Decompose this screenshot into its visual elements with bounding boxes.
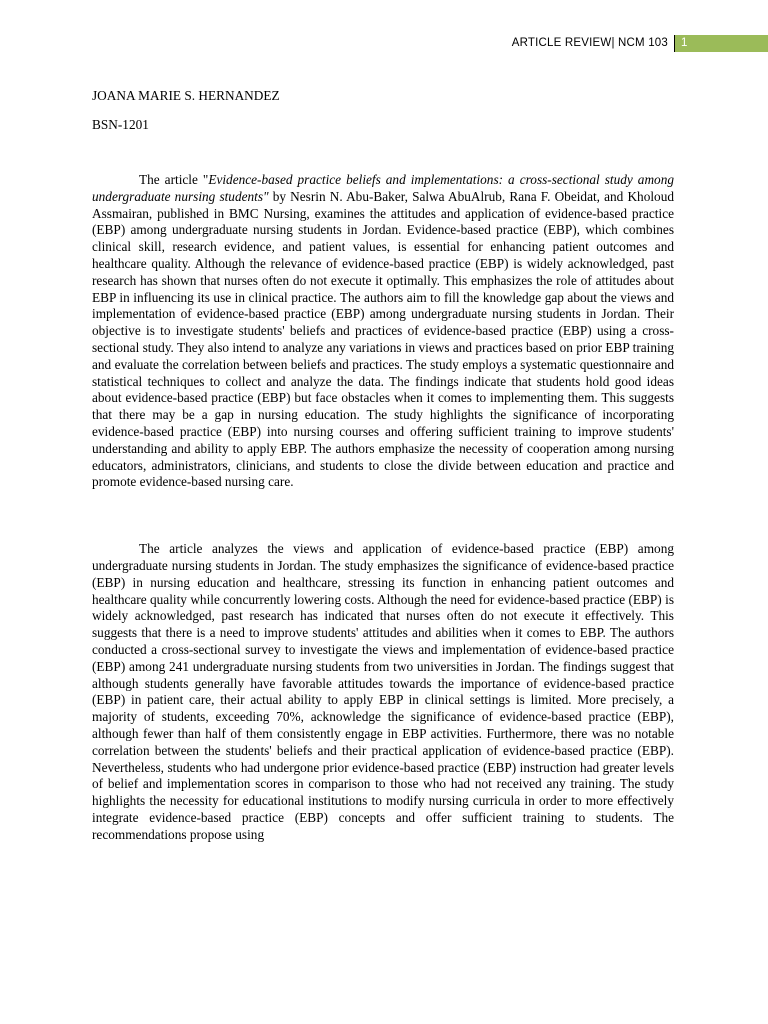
author-section: BSN-1201 bbox=[92, 117, 149, 132]
header-title: ARTICLE REVIEW| NCM 103 bbox=[512, 35, 675, 52]
page-header bbox=[512, 35, 768, 52]
paragraph-1-lead: The article " bbox=[139, 172, 209, 187]
author-name: JOANA MARIE S. HERNANDEZ bbox=[92, 88, 280, 103]
document-body bbox=[92, 86, 674, 843]
paragraph-2 bbox=[92, 541, 674, 843]
paragraph-1-body: by Nesrin N. Abu-Baker, Salwa AbuAlrub, Rana F. Obeidat, and Kholoud Assmairan, published in BMC Nursing, examines the attitudes and application of evidence-based practice (EBP) among undergraduate nursing students in Jordan. Evidence-based practice (EBP), which combines clinical skill, research evidence, and patient values, is essential for enhancing patient outcomes and healthcare quality. Although the relevance of evidence-based practice (EBP) is widely acknowledged, past research has shown that nurses often do not execute it optimally. This emphasizes the role of attitudes about EBP in influencing its use in clinical practice. The authors aim to fill the knowledge gap about the views and implementation of evidence-based practice (EBP) among undergraduate nursing students in Jordan. Their objective is to investigate students' beliefs and practices of evidence-based practice (EBP) using a cross-sectional study. They also intend to analyze any variations in views and practices based on prior EBP training and evaluate the correlation between beliefs and practices. The study employs a systematic questionnaire and statistical techniques to collect and analyze the data. The findings indicate that students hold good ideas about evidence-based practice (EBP) but face obstacles when it comes to implementing them. This suggests that there may be a gap in nursing education. The study highlights the significance of incorporating evidence-based practice (EBP) into nursing courses and offering sufficient training to improve students' understanding and ability to apply EBP. The authors emphasize the necessity of cooperation among nursing educators, administrators, clinicians, and students to close the divide between education and practice and promote evidence-based nursing care. bbox=[92, 188, 674, 490]
paragraph-2-body: The article analyzes the views and application of evidence-based practice (EBP) among undergraduate nursing students in Jordan. The study emphasizes the significance of evidence-based practice (EBP) in nursing education and healthcare, stressing its function in enhancing patient outcomes and healthcare quality while concurrently lowering costs. Although the need for evidence-based practice (EBP) is widely acknowledged, past research has indicated that nurses often do not execute it effectively. This suggests that there is a need to improve students' attitudes and abilities when it comes to EBP. The authors conducted a cross-sectional survey to investigate the views and implementation of evidence-based practice (EBP) among 241 undergraduate nursing students from two universities in Jordan. The findings suggest that although students generally have favorable attitudes towards the importance of evidence-based practice (EBP) in patient care, their actual ability to apply EBP in clinical settings is limited. More precisely, a majority of students, exceeding 70%, acknowledge the significance of evidence-based practice (EBP), although fewer than half of them consistently engage in EBP activities. Furthermore, there was no notable correlation between the students' beliefs and their practical application of evidence-based practice (EBP). Nevertheless, students who had undergone prior evidence-based practice (EBP) instruction had greater levels of belief and implementation scores in comparison to those who had not received any training. The study highlights the necessity for educational institutions to modify nursing curricula in order to more effectively integrate evidence-based practice (EBP) concepts and offer sufficient training to students. The recommendations propose using bbox=[92, 541, 674, 842]
page-number-badge: 1 bbox=[675, 35, 768, 52]
paragraph-1 bbox=[92, 172, 674, 491]
article-title: Evidence-based practice beliefs and implementations: a cross-sectional study among undergraduate nursing students" bbox=[92, 172, 674, 204]
